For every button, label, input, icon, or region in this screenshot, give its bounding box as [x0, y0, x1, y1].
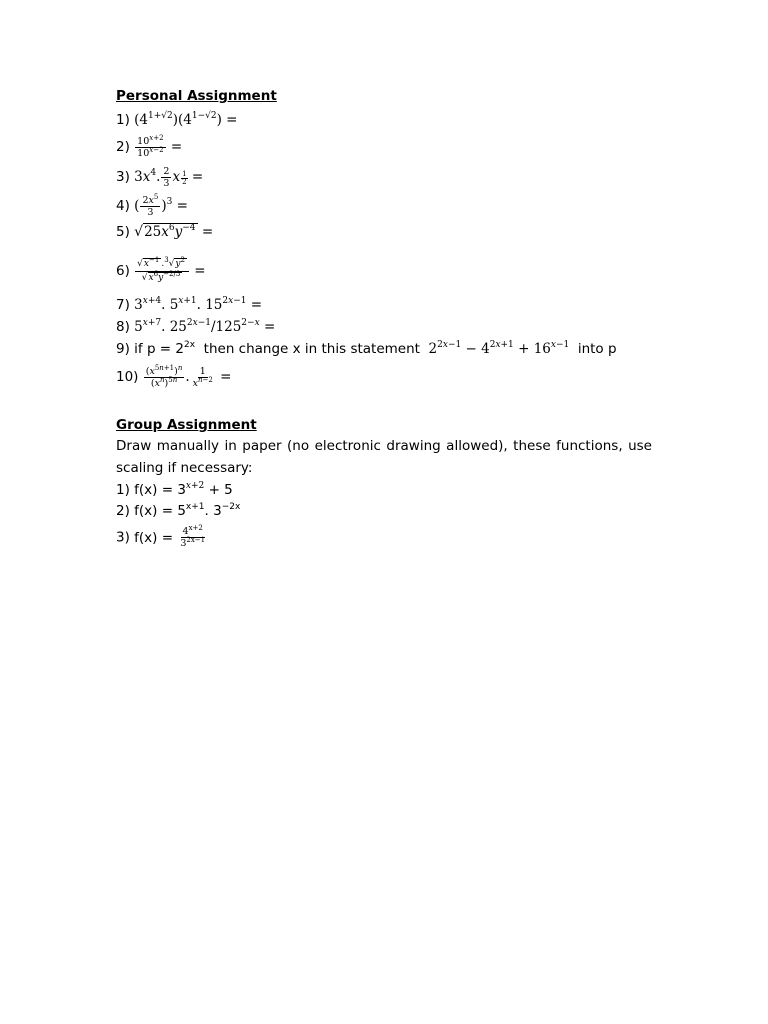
group-item-3	[116, 526, 208, 549]
math-expression: ( $\frac{2x^5}{3}$ )$^3$ =	[134, 193, 188, 218]
personal-item-3	[116, 166, 203, 189]
item-number: 7)	[116, 297, 130, 313]
math-expression: $5^{x+7}$. $25^{2x-1}/125^{2-x}$ =	[134, 318, 276, 335]
group-item-2	[116, 501, 240, 521]
item-number: 1)	[116, 112, 130, 128]
item-number: 3)	[116, 529, 130, 546]
math-expression: $3x^4$. $\frac{2}{3}$ x $\frac{1}{2}$ =	[134, 166, 204, 189]
personal-assignment-title: Personal Assignment	[116, 88, 277, 104]
group-instruction: Draw manually in paper (no electronic drawing allowed), these functions, use scaling if necessary:	[116, 438, 652, 476]
math-expression: $√25x^6y^{-4}$ =	[134, 223, 214, 240]
item-number: 10)	[116, 369, 139, 385]
math-expression: $(4^{1+√2})(4^{1-√2})$ =	[134, 111, 238, 128]
personal-item-7	[116, 295, 262, 315]
item-number: 2)	[116, 503, 130, 519]
item-number: 1)	[116, 482, 130, 498]
personal-item-5	[116, 222, 213, 242]
group-item-1	[116, 480, 233, 500]
personal-item-6	[116, 258, 206, 285]
item-number: 9)	[116, 341, 130, 357]
personal-item-4	[116, 195, 188, 218]
math-expression: $f(x) = 3^{x+2} + 5$	[134, 481, 233, 498]
item-number: 6)	[116, 263, 130, 279]
math-expression: $\frac{√x^{-1} .^3√y^2}{√x^6y^{-2/3}}$ =	[137, 256, 206, 283]
personal-item-9	[116, 339, 617, 359]
math-expression: $\frac{(x^{5n+1})^n}{(x^n)^{5n}}$ . $\frac{1}{x^{n-2}}$ =	[145, 364, 232, 389]
item-number: 5)	[116, 224, 130, 240]
item-number: 8)	[116, 319, 130, 335]
math-expression: $f(x) = 5^{x+1}$. $3^{-2x}$	[134, 502, 241, 519]
personal-item-8	[116, 317, 275, 337]
personal-item-2	[116, 136, 182, 159]
personal-item-10	[116, 366, 231, 389]
math-expression: f(x) = $\frac{4^{x+2}}{3^{2x-1}}$	[134, 524, 206, 549]
group-assignment-title: Group Assignment	[116, 417, 257, 433]
math-expression: $\frac{10^{x+2}}{10^{x-2}}$ =	[137, 134, 183, 159]
item-number: 3)	[116, 169, 130, 185]
personal-item-1	[116, 110, 237, 130]
math-expression: $3^{x+4}$. $5^{x+1}$. $15^{2x-1}$ =	[134, 296, 263, 313]
item-number: 2)	[116, 139, 130, 155]
item-number: 4)	[116, 198, 130, 214]
math-expression: if $p = 2^{2x}$ then change x in this statement $2^{2x-1} - 4^{2x+1} + 16^{x-1}$ into p	[134, 340, 617, 357]
